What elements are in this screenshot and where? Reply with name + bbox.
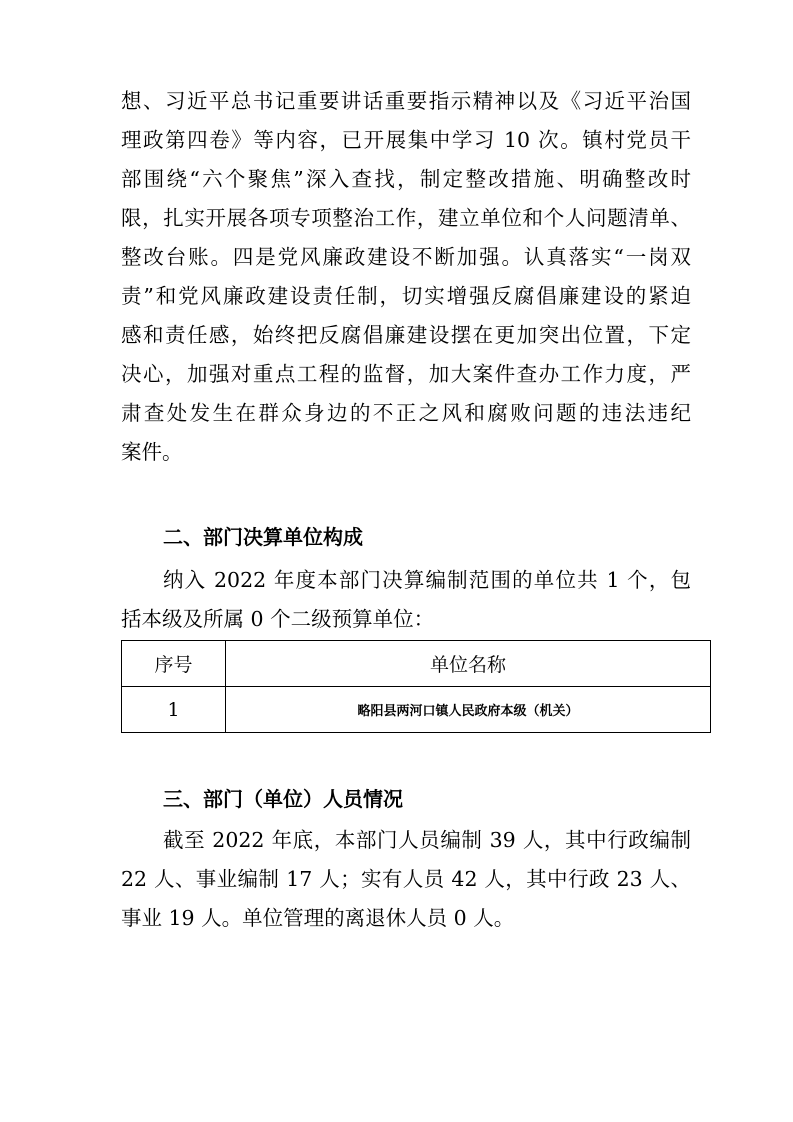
table-cell-unit-name: 略阳县两河口镇人民政府本级（机关） [226, 687, 711, 733]
paragraph-line: 决心，加强对重点工程的监督，加大案件查办工作力度，严 [121, 362, 691, 386]
table-cell-seq: 1 [122, 687, 226, 733]
paragraph-line: 部围绕“六个聚焦”深入查找，制定整改措施、明确整改时 [121, 167, 691, 191]
column-header-unit-name: 单位名称 [226, 641, 711, 687]
paragraph-line: 理政第四卷》等内容，已开展集中学习 10 次。镇村党员干 [121, 128, 691, 152]
section3-heading: 三、部门（单位）人员情况 [163, 787, 403, 811]
unit-table [121, 640, 711, 733]
paragraph-line: 纳入 2022 年度本部门决算编制范围的单位共 1 个，包 [163, 568, 691, 592]
section2-paragraph [121, 561, 691, 639]
paragraph-line: 感和责任感，始终把反腐倡廉建设摆在更加突出位置，下定 [121, 323, 691, 347]
paragraph-line: 限，扎实开展各项专项整治工作，建立单位和个人问题清单、 [121, 206, 691, 230]
paragraph-line: 事业 19 人。单位管理的离退休人员 0 人。 [121, 906, 515, 930]
section2-heading: 二、部门决算单位构成 [163, 525, 363, 549]
paragraph-line: 22 人、事业编制 17 人；实有人员 42 人，其中行政 23 人、 [121, 867, 691, 891]
paragraph-line: 整改台账。四是党风廉政建设不断加强。认真落实“一岗双 [121, 245, 691, 269]
paragraph-line: 责”和党风廉政建设责任制，切实增强反腐倡廉建设的紧迫 [121, 284, 691, 308]
section1-paragraph [121, 82, 691, 472]
paragraph-line: 案件。 [121, 440, 183, 464]
column-header-seq: 序号 [122, 641, 226, 687]
paragraph-line: 截至 2022 年底，本部门人员编制 39 人，其中行政编制 [163, 828, 691, 852]
paragraph-line: 想、习近平总书记重要讲话重要指示精神以及《习近平治国 [121, 89, 691, 113]
paragraph-line: 肃查处发生在群众身边的不正之风和腐败问题的违法违纪 [121, 401, 691, 425]
section3-paragraph [121, 821, 691, 938]
paragraph-line: 括本级及所属 0 个二级预算单位： [121, 607, 435, 631]
table-row [122, 687, 711, 733]
table-header-row [122, 641, 711, 687]
